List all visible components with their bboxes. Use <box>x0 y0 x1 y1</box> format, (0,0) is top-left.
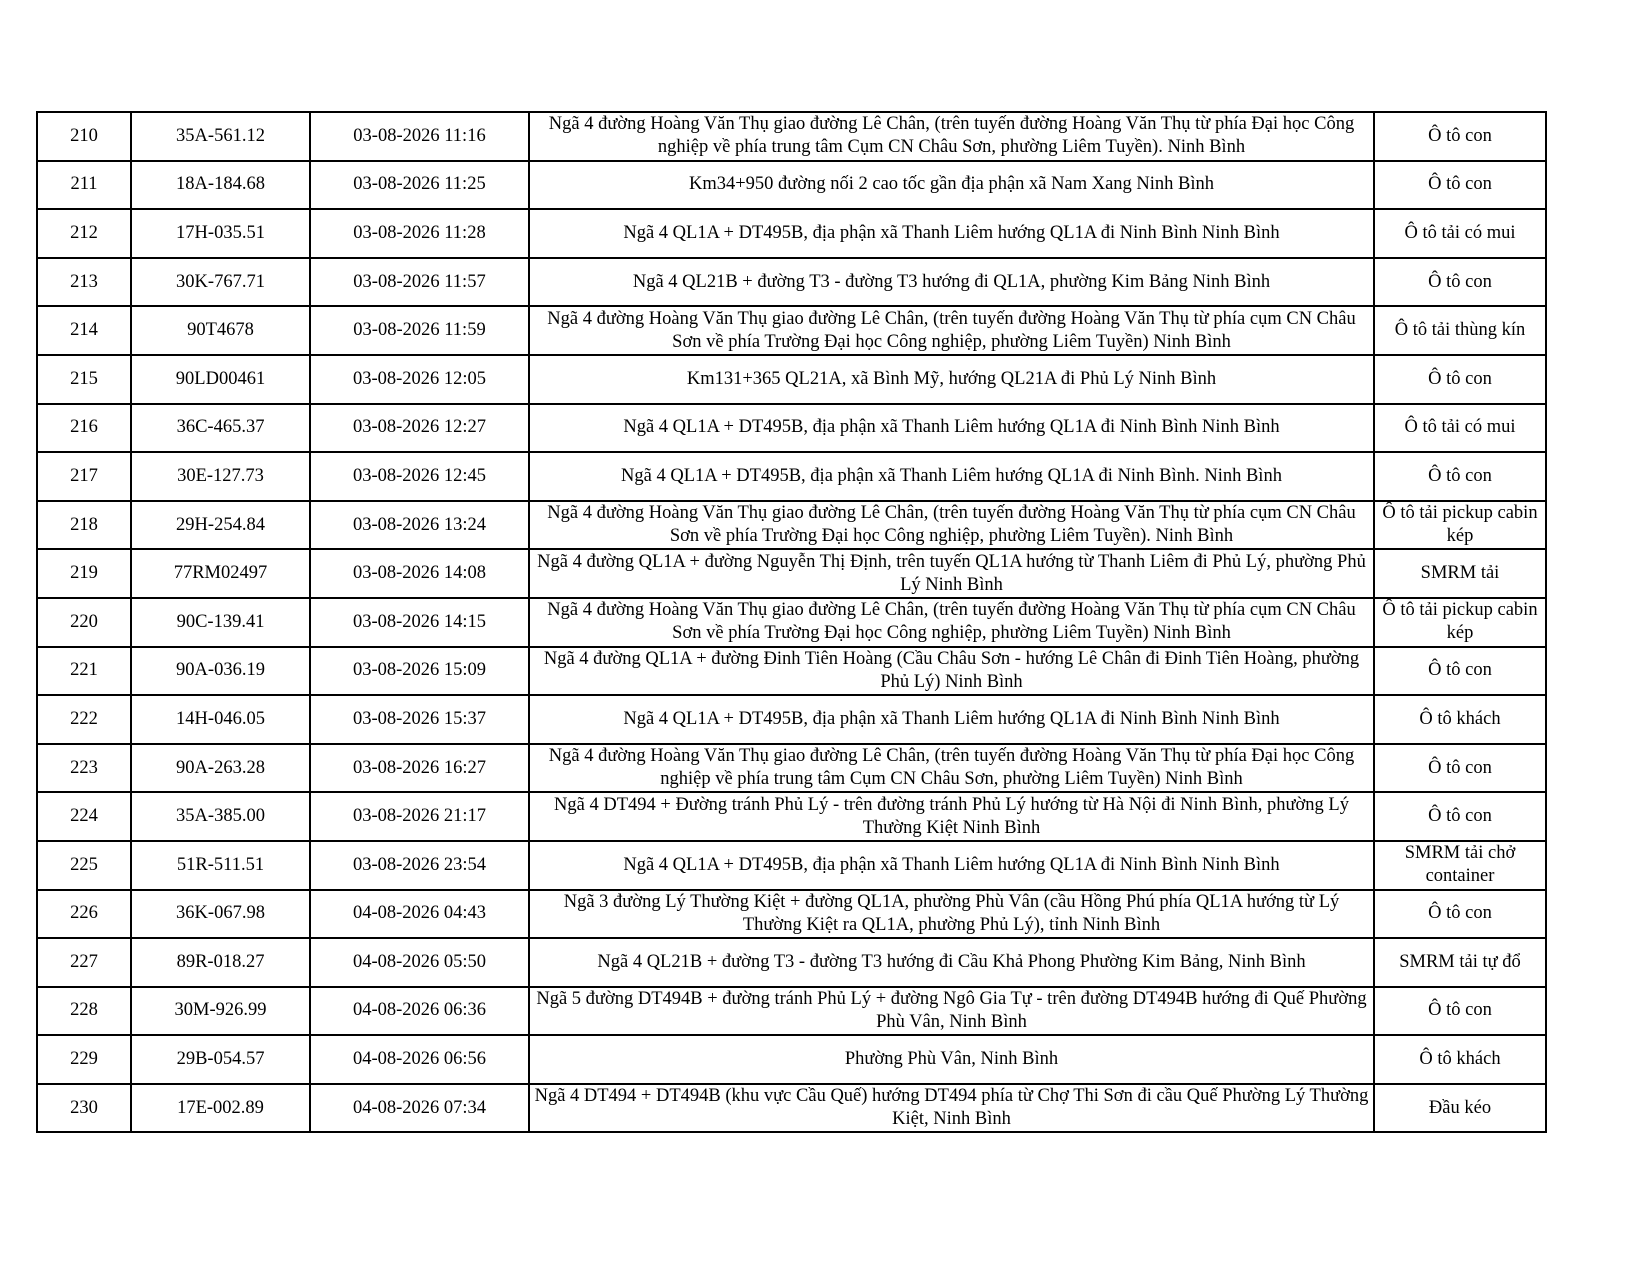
cell-violation-time: 03-08-2026 11:16 <box>310 112 529 161</box>
cell-violation-time: 04-08-2026 07:34 <box>310 1084 529 1133</box>
cell-vehicle-type: Ô tô tải pickup cabin kép <box>1374 501 1546 550</box>
cell-violation-time: 03-08-2026 12:45 <box>310 452 529 501</box>
cell-location: Ngã 4 QL1A + DT495B, địa phận xã Thanh Liêm hướng QL1A đi Ninh Bình Ninh Bình <box>529 841 1374 890</box>
cell-violation-time: 03-08-2026 11:59 <box>310 306 529 355</box>
cell-license-plate: 18A-184.68 <box>131 161 310 210</box>
cell-stt: 215 <box>37 355 131 404</box>
cell-vehicle-type: SMRM tải chở container <box>1374 841 1546 890</box>
cell-stt: 221 <box>37 647 131 696</box>
table-row <box>37 258 1546 307</box>
table-row <box>37 404 1546 453</box>
cell-license-plate: 90LD00461 <box>131 355 310 404</box>
cell-stt: 223 <box>37 744 131 793</box>
cell-vehicle-type: Đầu kéo <box>1374 1084 1546 1133</box>
cell-violation-time: 03-08-2026 11:25 <box>310 161 529 210</box>
table-row <box>37 1084 1546 1133</box>
cell-vehicle-type: Ô tô con <box>1374 987 1546 1036</box>
table-row <box>37 1035 1546 1084</box>
cell-vehicle-type: SMRM tải tự đổ <box>1374 938 1546 987</box>
cell-stt: 219 <box>37 549 131 598</box>
cell-license-plate: 17E-002.89 <box>131 1084 310 1133</box>
cell-violation-time: 03-08-2026 13:24 <box>310 501 529 550</box>
cell-location: Ngã 5 đường DT494B + đường tránh Phủ Lý + đường Ngô Gia Tự - trên đường DT494B hướng đi Quế Phường Phù Vân, Ninh Bình <box>529 987 1374 1036</box>
cell-license-plate: 90A-263.28 <box>131 744 310 793</box>
cell-stt: 227 <box>37 938 131 987</box>
cell-location: Ngã 4 QL1A + DT495B, địa phận xã Thanh Liêm hướng QL1A đi Ninh Bình Ninh Bình <box>529 695 1374 744</box>
cell-violation-time: 03-08-2026 15:09 <box>310 647 529 696</box>
cell-vehicle-type: Ô tô tải pickup cabin kép <box>1374 598 1546 647</box>
cell-vehicle-type: Ô tô con <box>1374 112 1546 161</box>
cell-location: Km34+950 đường nối 2 cao tốc gần địa phận xã Nam Xang Ninh Bình <box>529 161 1374 210</box>
cell-location: Ngã 4 đường QL1A + đường Đinh Tiên Hoàng (Cầu Châu Sơn - hướng Lê Chân đi Đinh Tiên Hoàng, phường Phủ Lý) Ninh Bình <box>529 647 1374 696</box>
cell-violation-time: 04-08-2026 06:36 <box>310 987 529 1036</box>
cell-violation-time: 03-08-2026 12:27 <box>310 404 529 453</box>
cell-stt: 210 <box>37 112 131 161</box>
cell-violation-time: 04-08-2026 04:43 <box>310 890 529 939</box>
cell-location: Km131+365 QL21A, xã Bình Mỹ, hướng QL21A đi Phủ Lý Ninh Bình <box>529 355 1374 404</box>
cell-violation-time: 03-08-2026 11:57 <box>310 258 529 307</box>
cell-license-plate: 14H-046.05 <box>131 695 310 744</box>
table-row <box>37 209 1546 258</box>
cell-vehicle-type: Ô tô tải thùng kín <box>1374 306 1546 355</box>
cell-vehicle-type: Ô tô con <box>1374 744 1546 793</box>
table-row <box>37 549 1546 598</box>
cell-location: Ngã 4 đường Hoàng Văn Thụ giao đường Lê Chân, (trên tuyến đường Hoàng Văn Thụ từ phía cụm CN Châu Sơn về phía Trường Đại học Công nghiệp, phường Liêm Tuyền) Ninh Bình <box>529 598 1374 647</box>
table-row <box>37 744 1546 793</box>
cell-license-plate: 35A-385.00 <box>131 792 310 841</box>
cell-license-plate: 29H-254.84 <box>131 501 310 550</box>
cell-violation-time: 03-08-2026 15:37 <box>310 695 529 744</box>
cell-stt: 222 <box>37 695 131 744</box>
cell-vehicle-type: Ô tô tải có mui <box>1374 209 1546 258</box>
cell-location: Ngã 4 QL21B + đường T3 - đường T3 hướng đi QL1A, phường Kim Bảng Ninh Bình <box>529 258 1374 307</box>
cell-vehicle-type: Ô tô con <box>1374 647 1546 696</box>
cell-vehicle-type: Ô tô con <box>1374 161 1546 210</box>
cell-stt: 214 <box>37 306 131 355</box>
cell-location: Ngã 3 đường Lý Thường Kiệt + đường QL1A, phường Phù Vân (cầu Hồng Phú phía QL1A hướng từ Lý Thường Kiệt ra QL1A, phường Phủ Lý), tỉnh Ninh Bình <box>529 890 1374 939</box>
cell-location: Ngã 4 DT494 + DT494B (khu vực Cầu Quế) hướng DT494 phía từ Chợ Thi Sơn đi cầu Quế Phường Lý Thường Kiệt, Ninh Bình <box>529 1084 1374 1133</box>
cell-stt: 230 <box>37 1084 131 1133</box>
cell-stt: 220 <box>37 598 131 647</box>
cell-stt: 211 <box>37 161 131 210</box>
table-row <box>37 890 1546 939</box>
cell-license-plate: 90A-036.19 <box>131 647 310 696</box>
cell-stt: 228 <box>37 987 131 1036</box>
cell-violation-time: 04-08-2026 06:56 <box>310 1035 529 1084</box>
cell-license-plate: 30K-767.71 <box>131 258 310 307</box>
cell-stt: 217 <box>37 452 131 501</box>
cell-license-plate: 36K-067.98 <box>131 890 310 939</box>
cell-vehicle-type: Ô tô con <box>1374 258 1546 307</box>
cell-violation-time: 04-08-2026 05:50 <box>310 938 529 987</box>
cell-stt: 229 <box>37 1035 131 1084</box>
cell-license-plate: 35A-561.12 <box>131 112 310 161</box>
table-row <box>37 695 1546 744</box>
table-row <box>37 161 1546 210</box>
cell-stt: 224 <box>37 792 131 841</box>
table-row <box>37 306 1546 355</box>
cell-vehicle-type: Ô tô con <box>1374 890 1546 939</box>
cell-license-plate: 30E-127.73 <box>131 452 310 501</box>
cell-violation-time: 03-08-2026 23:54 <box>310 841 529 890</box>
cell-stt: 213 <box>37 258 131 307</box>
cell-license-plate: 90T4678 <box>131 306 310 355</box>
cell-location: Ngã 4 QL21B + đường T3 - đường T3 hướng đi Cầu Khả Phong Phường Kim Bảng, Ninh Bình <box>529 938 1374 987</box>
cell-violation-time: 03-08-2026 21:17 <box>310 792 529 841</box>
cell-location: Ngã 4 đường Hoàng Văn Thụ giao đường Lê Chân, (trên tuyến đường Hoàng Văn Thụ từ phía Đại học Công nghiệp về phía trung tâm Cụm CN Châu Sơn, phường Liêm Tuyền). Ninh Bình <box>529 112 1374 161</box>
cell-stt: 226 <box>37 890 131 939</box>
cell-location: Ngã 4 đường QL1A + đường Nguyễn Thị Định, trên tuyến QL1A hướng từ Thanh Liêm đi Phủ Lý, phường Phủ Lý Ninh Bình <box>529 549 1374 598</box>
table-row <box>37 112 1546 161</box>
table-row <box>37 501 1546 550</box>
cell-location: Ngã 4 đường Hoàng Văn Thụ giao đường Lê Chân, (trên tuyến đường Hoàng Văn Thụ từ phía cụm CN Châu Sơn về phía Trường Đại học Công nghiệp, phường Liêm Tuyền). Ninh Bình <box>529 501 1374 550</box>
cell-violation-time: 03-08-2026 14:08 <box>310 549 529 598</box>
cell-location: Ngã 4 QL1A + DT495B, địa phận xã Thanh Liêm hướng QL1A đi Ninh Bình Ninh Bình <box>529 209 1374 258</box>
cell-location: Ngã 4 QL1A + DT495B, địa phận xã Thanh Liêm hướng QL1A đi Ninh Bình. Ninh Bình <box>529 452 1374 501</box>
cell-license-plate: 89R-018.27 <box>131 938 310 987</box>
cell-location: Ngã 4 đường Hoàng Văn Thụ giao đường Lê Chân, (trên tuyến đường Hoàng Văn Thụ từ phía cụm CN Châu Sơn về phía Trường Đại học Công nghiệp, phường Liêm Tuyền) Ninh Bình <box>529 306 1374 355</box>
table-row <box>37 452 1546 501</box>
cell-stt: 212 <box>37 209 131 258</box>
cell-vehicle-type: Ô tô con <box>1374 355 1546 404</box>
cell-stt: 216 <box>37 404 131 453</box>
table-row <box>37 841 1546 890</box>
violations-table <box>36 111 1547 1133</box>
table-row <box>37 938 1546 987</box>
cell-vehicle-type: Ô tô con <box>1374 792 1546 841</box>
cell-location: Ngã 4 QL1A + DT495B, địa phận xã Thanh Liêm hướng QL1A đi Ninh Bình Ninh Bình <box>529 404 1374 453</box>
cell-stt: 225 <box>37 841 131 890</box>
cell-license-plate: 90C-139.41 <box>131 598 310 647</box>
cell-location: Ngã 4 DT494 + Đường tránh Phủ Lý - trên đường tránh Phủ Lý hướng từ Hà Nội đi Ninh Bình, phường Lý Thường Kiệt Ninh Bình <box>529 792 1374 841</box>
cell-violation-time: 03-08-2026 11:28 <box>310 209 529 258</box>
cell-vehicle-type: Ô tô tải có mui <box>1374 404 1546 453</box>
cell-violation-time: 03-08-2026 16:27 <box>310 744 529 793</box>
cell-vehicle-type: Ô tô khách <box>1374 1035 1546 1084</box>
table-row <box>37 647 1546 696</box>
cell-license-plate: 51R-511.51 <box>131 841 310 890</box>
cell-location: Phường Phù Vân, Ninh Bình <box>529 1035 1374 1084</box>
table-row <box>37 598 1546 647</box>
cell-violation-time: 03-08-2026 14:15 <box>310 598 529 647</box>
table-row <box>37 987 1546 1036</box>
cell-vehicle-type: Ô tô khách <box>1374 695 1546 744</box>
cell-license-plate: 77RM02497 <box>131 549 310 598</box>
table-row <box>37 355 1546 404</box>
table-body <box>37 112 1546 1132</box>
cell-license-plate: 36C-465.37 <box>131 404 310 453</box>
cell-vehicle-type: Ô tô con <box>1374 452 1546 501</box>
cell-license-plate: 29B-054.57 <box>131 1035 310 1084</box>
table-row <box>37 792 1546 841</box>
cell-violation-time: 03-08-2026 12:05 <box>310 355 529 404</box>
cell-stt: 218 <box>37 501 131 550</box>
cell-vehicle-type: SMRM tải <box>1374 549 1546 598</box>
cell-location: Ngã 4 đường Hoàng Văn Thụ giao đường Lê Chân, (trên tuyến đường Hoàng Văn Thụ từ phía Đại học Công nghiệp về phía trung tâm Cụm CN Châu Sơn, phường Liêm Tuyền) Ninh Bình <box>529 744 1374 793</box>
cell-license-plate: 17H-035.51 <box>131 209 310 258</box>
cell-license-plate: 30M-926.99 <box>131 987 310 1036</box>
